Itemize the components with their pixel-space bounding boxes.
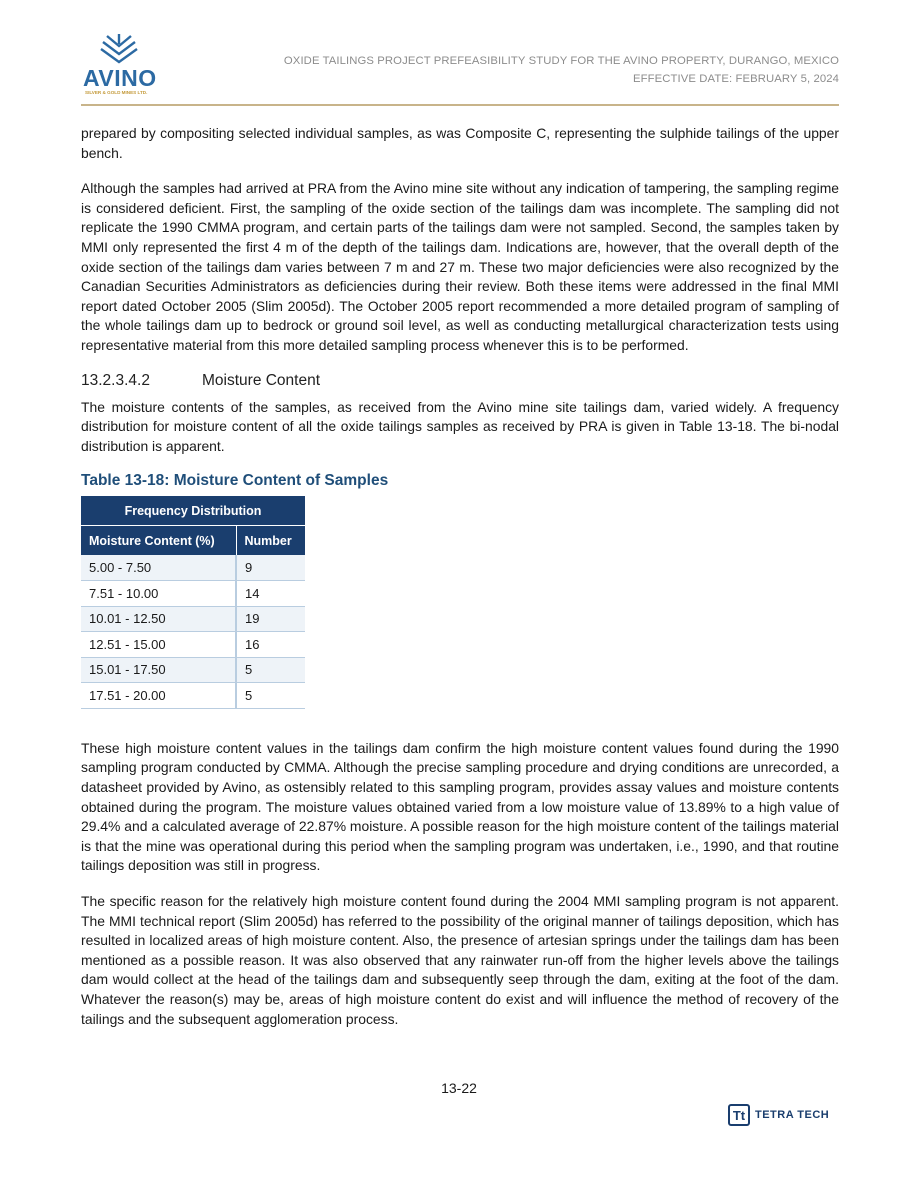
logo-wordmark: AVINO	[83, 65, 157, 91]
cell-count: 9	[236, 555, 305, 580]
cell-count: 5	[236, 657, 305, 683]
tetra-tech-logo	[728, 1104, 829, 1126]
cell-range: 12.51 - 15.00	[81, 632, 236, 658]
table-title: Table 13-18: Moisture Content of Samples	[81, 472, 389, 490]
page-content	[81, 124, 839, 1045]
table-row	[81, 683, 305, 709]
effective-date: EFFECTIVE DATE: FEBRUARY 5, 2024	[633, 73, 839, 85]
header-divider	[81, 104, 839, 106]
table-row	[81, 632, 305, 658]
paragraph: The specific reason for the relatively high moisture content found during the 2004 MMI sampling program is not apparent. The MMI technical report (Slim 2005d) has referred to the possibility of the original manner of tailings deposition, which has resulted in localized areas of high moisture content. Also, the presence of artesian springs under the tailings dam has been mentioned as a possible reason. It was also observed that any rainwater run-off from the higher levels above the tailings dam would collect at the head of the tailings dam and subsequently seep through the dam, exiting at the foot of the dam. Whatever the reason(s) may be, areas of high moisture content do exist and will influence the method of recovery of the tailings and the subsequent agglomeration process.	[81, 893, 839, 1027]
paragraph: prepared by compositing selected individual samples, as was Composite C, representing the sulphide tailings of the upper bench.	[81, 125, 839, 161]
paragraph: The moisture contents of the samples, as received from the Avino mine site tailings dam, varied widely. A frequency distribution for moisture content of all the oxide tailings samples as received by PRA is given in Table 13-18. The bi-nodal distribution is apparent.	[81, 398, 839, 454]
subsection-heading	[81, 372, 839, 390]
avino-emblem-icon	[99, 34, 139, 66]
header-text	[284, 52, 839, 88]
cell-count: 5	[236, 683, 305, 709]
table-row	[81, 555, 305, 580]
table-group-header: Frequency Distribution	[81, 496, 305, 526]
tetra-tech-mark-icon: Tt	[728, 1104, 750, 1126]
cell-range: 10.01 - 12.50	[81, 606, 236, 632]
cell-count: 16	[236, 632, 305, 658]
page-number: 13-22	[441, 1080, 477, 1096]
logo-tagline: SILVER & GOLD MINES LTD.	[85, 90, 148, 95]
cell-count: 19	[236, 606, 305, 632]
column-header-moisture: Moisture Content (%)	[81, 526, 236, 556]
cell-range: 17.51 - 20.00	[81, 683, 236, 709]
document-title: OXIDE TAILINGS PROJECT PREFEASIBILITY STUDY FOR THE AVINO PROPERTY, DURANGO, MEXICO	[283, 55, 839, 67]
table-row	[81, 580, 305, 606]
cell-count: 14	[236, 580, 305, 606]
column-header-number: Number	[236, 526, 305, 556]
paragraph: Although the samples had arrived at PRA from the Avino mine site without any indication of tampering, the sampling regime is considered deficient. First, the sampling of the oxide section of the tailings dam was incomplete. The sampling did not replicate the 1990 CMMA program, and certain parts of the tailings dam were not sampled. Second, the samples taken by MMI only represented the first 4 m of the depth of the tailings dam. Indications are, however, that the overall depth of the oxide section of the tailings dam varies between 7 m and 27 m. These two major deficiencies were also recognized by the Canadian Securities Administrators as deficiencies during their review. Both these items were addressed in the final MMI report dated October 2005 (Slim 2005d). The October 2005 report recommended a more detailed program of sampling of the whole tailings dam up to bedrock or ground soil level, as well as conducting metallurgical characterization tests using representative material from this more detailed sampling process whenever this is to be performed.	[81, 180, 839, 353]
subsection-title: Moisture Content	[202, 371, 321, 389]
subsection-number: 13.2.3.4.2	[81, 371, 150, 389]
avino-logo	[81, 34, 161, 98]
table-row	[81, 606, 305, 632]
moisture-table	[81, 496, 305, 709]
cell-range: 5.00 - 7.50	[81, 555, 236, 580]
page-header	[81, 34, 839, 104]
cell-range: 15.01 - 17.50	[81, 657, 236, 683]
paragraph: These high moisture content values in the tailings dam confirm the high moisture content values found during the 1990 sampling program conducted by CMMA. Although the precise sampling procedure and drying conditions are unrecorded, a datasheet provided by Avino, as ostensibly related to this sampling program, provides assay values and moisture contents obtained during the program. The moisture values obtained varied from a low moisture value of 13.89% to a high value of 29.4% and a calculated average of 22.87% moisture. A possible reason for the high moisture content of the tailings material is that the mine was operational during this period when the sampling program was undertaken, i.e., 1990, and that routine tailings deposition was still in progress.	[81, 739, 839, 874]
tetra-tech-wordmark: TETRA TECH	[755, 1109, 830, 1121]
table-row	[81, 657, 305, 683]
cell-range: 7.51 - 10.00	[81, 580, 236, 606]
